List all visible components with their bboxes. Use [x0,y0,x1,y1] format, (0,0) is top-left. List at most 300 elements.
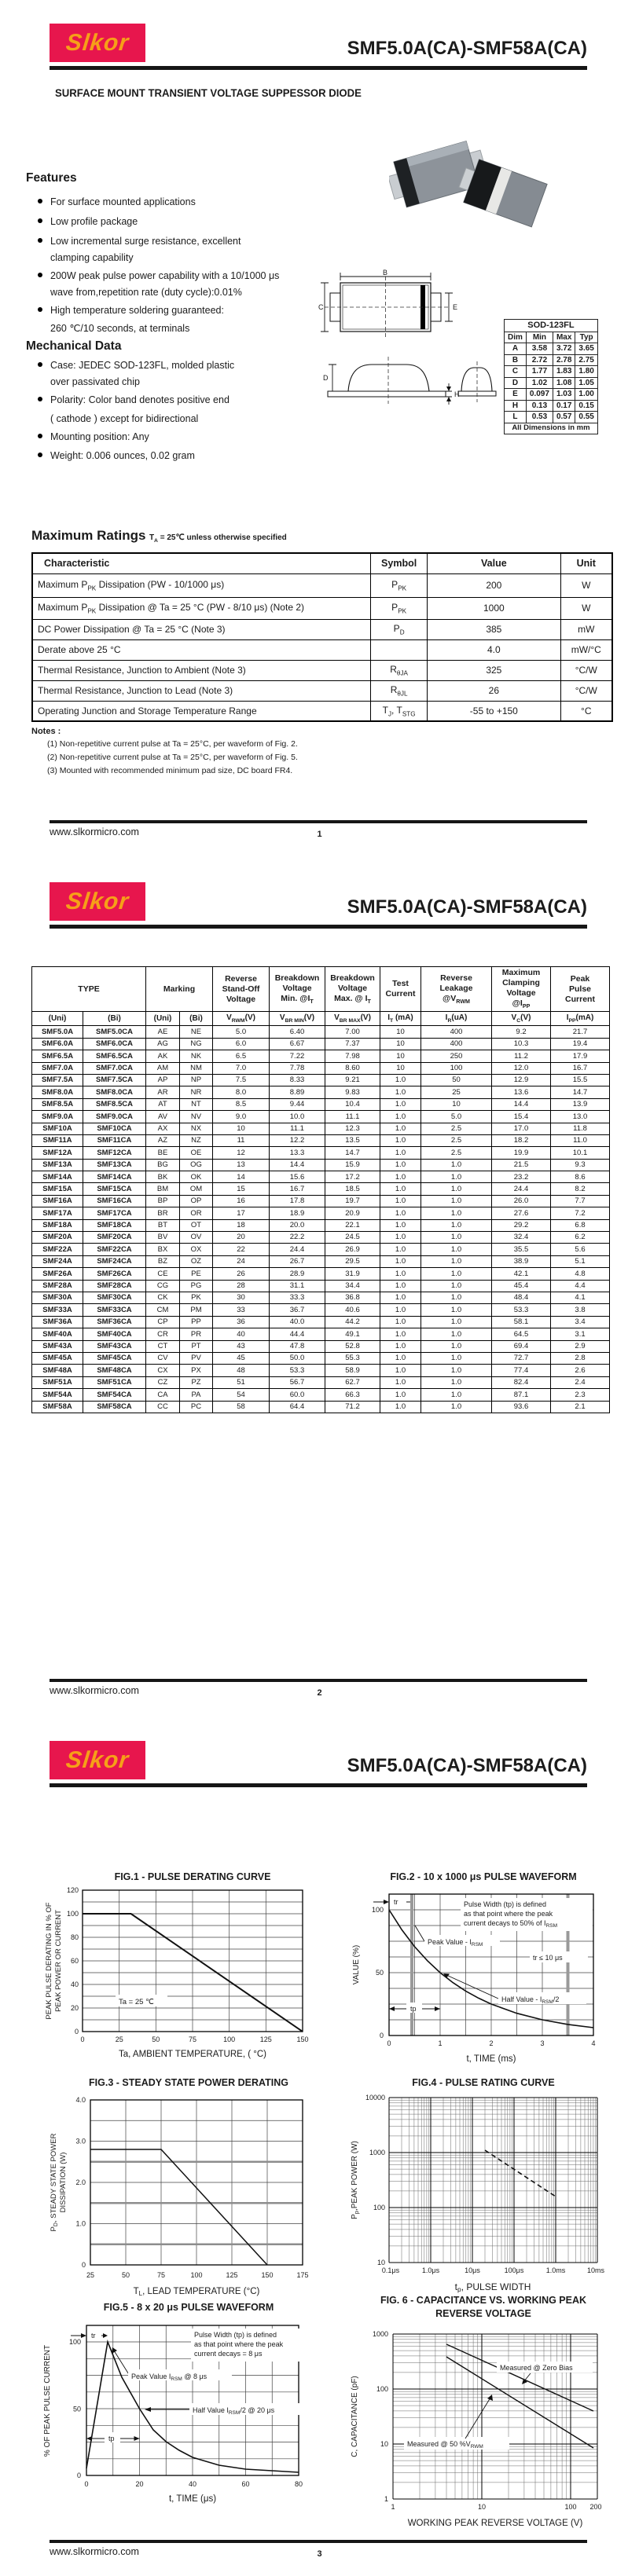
page-number: 1 [317,830,322,839]
fig2-note [464,1900,557,1929]
svg-text:75: 75 [188,2036,197,2043]
svg-text:tr: tr [394,1898,398,1906]
x-tick-labels [387,2039,595,2047]
rating-unit: °C/W [560,680,612,701]
table-row [505,320,598,332]
mech-item [38,450,195,461]
x-axis-label: TL, LEAD TEMPERATURE (°C) [133,2287,260,2297]
table-row: SMF11A SMF11CA AZ NZ 11 12.2 13.5 1.0 2.5 18.2 11.0 [32,1134,610,1146]
svg-text:0.1μs: 0.1μs [381,2266,400,2274]
table-row: SMF18A SMF18CA BT OT 18 20.0 22.1 1.0 1.0 29.2 6.8 [32,1219,610,1231]
feature-item [38,236,241,247]
note-sub: A [154,538,158,544]
table-row [32,597,612,619]
brand-logo-text: Slkor [64,888,130,914]
footer-rule [50,1679,587,1682]
table-row: SMF7.0A SMF7.0CA AM NM 7.0 7.78 8.60 10 100 12.0 16.7 [32,1062,610,1074]
svg-text:1000: 1000 [369,2149,385,2156]
y-axis-label: VALUE (%) [352,1944,361,1985]
column-header: Typ [575,332,597,343]
svg-text:tr: tr [91,2332,96,2340]
peak-leader [415,1926,424,1941]
column-header: Value [428,553,560,573]
y-tick-labels [67,1886,79,2036]
table-row: SMF45A SMF45CA CV PV 45 50.0 55.3 1.0 1.0 72.7 2.8 [32,1352,610,1364]
rating-symbol: $R_{\theta JA}$ [371,660,428,680]
features-heading: Features [26,171,77,185]
svg-text:Peak Value IRSM @ 8 μs: Peak Value $I_{RSM}$ @ 8 μs [131,2373,207,2382]
fig4-pulse-rating-chart [346,2088,621,2294]
table-row: SMF43A SMF43CA CT PT 43 47.8 52.8 1.0 1.0 69.4 2.9 [32,1340,610,1352]
footer-rule [50,820,587,823]
svg-text:0: 0 [387,2039,391,2047]
svg-text:1000: 1000 [372,2330,388,2338]
footer-url: www.slkormicro.com [50,826,139,837]
svg-text:125: 125 [226,2271,238,2279]
half-value-marker [443,1973,586,2005]
svg-text:40: 40 [188,2480,197,2488]
svg-text:as that point where the peak: as that point where the peak [194,2340,284,2348]
notes-heading: Notes : [31,727,61,736]
svg-text:as that point where the peak: as that point where the peak [464,1910,553,1918]
fig6-title: FIG. 6 - CAPACITANCE VS. WORKING PEAK [380,2295,587,2306]
unit-header: (Bi) [83,1012,146,1026]
svg-text:1: 1 [438,2039,443,2047]
column-header: Characteristic [32,553,371,573]
table-row: SMF28A SMF28CA CG PG 28 31.1 34.4 1.0 1.0 45.4 4.4 [32,1280,610,1292]
svg-text:10ms: 10ms [586,2266,605,2274]
datasheet-page-1 [0,0,639,859]
feature-text: 200W peak pulse power capability with a 10/1000 μs [50,270,280,281]
dim-table-footer: All Dimensions in mm [505,423,598,434]
svg-text:100: 100 [223,2036,236,2043]
note-pre: T [149,533,155,542]
table-row [32,619,612,639]
grid [83,1890,303,2032]
svg-text:50: 50 [375,1969,384,1977]
table-row: SMF20A SMF20CA BV OV 20 22.2 24.5 1.0 1.0 32.4 6.2 [32,1232,610,1244]
mech-item [38,360,234,371]
bullet-icon [38,199,42,203]
svg-text:1.0: 1.0 [75,2219,86,2228]
rating-value: 4.0 [428,639,560,660]
feature-item [38,216,138,227]
svg-text:150: 150 [296,2036,309,2043]
table-row: SMF22A SMF22CA BX OX 22 24.4 26.9 1.0 1.0 35.5 5.6 [32,1244,610,1255]
grid [389,2098,597,2263]
table-row: D 1.02 1.08 1.05 [505,377,598,389]
column-header-vc: Maximum Clamping Voltage $@I_{PP}$ [492,967,551,1012]
rating-value: 1000 [428,597,560,619]
svg-text:10: 10 [380,2440,388,2448]
unit-header: $V_{RWM}(V)$ [213,1012,270,1026]
rating-characteristic: Derate above 25 °C [32,639,371,660]
table-row: SMF17A SMF17CA BR OR 17 18.9 20.9 1.0 1.0 27.6 7.2 [32,1207,610,1219]
rating-symbol [371,639,428,660]
y-axis-label: $P_D$, STEADY STATE POWER [50,2133,59,2232]
column-header-ir: Reverse Leakage $@V_{RWM}$ [421,967,492,1012]
dim-label-h: H [454,390,460,398]
rating-value: -55 to +150 [428,701,560,721]
svg-text:1.0ms: 1.0ms [545,2266,566,2274]
page-number: 3 [317,2549,322,2559]
bullet-icon [38,362,42,367]
svg-text:60: 60 [70,1957,79,1965]
column-header-vbrmax: Breakdown Voltage Max. @ $I_T$ [325,967,380,1012]
tr-marker [373,1896,410,1906]
unit-header: (Uni) [32,1012,83,1026]
header-rule [50,925,587,929]
unit-header: $V_C(V)$ [492,1012,551,1026]
table-row: SMF16A SMF16CA BP OP 16 17.8 19.7 1.0 1.0 26.0 7.7 [32,1195,610,1207]
svg-text:0: 0 [76,2472,81,2479]
fig5-title: FIG.5 - 8 x 20 μs PULSE WAVEFORM [103,2302,274,2313]
tr-limit-label: tr ≤ 10 μs [533,1954,563,1962]
svg-text:3: 3 [540,2039,545,2047]
svg-text:100: 100 [371,1906,384,1914]
y-axis-label: PEAK POWER OR CURRENT [54,1910,63,2012]
table-row: SMF8.5A SMF8.5CA AT NT 8.5 9.44 10.4 1.0 10 14.4 13.9 [32,1098,610,1110]
rating-symbol: $P_{PK}$ [371,597,428,619]
x-axis-label: tp, PULSE WIDTH [454,2281,531,2293]
table-row [32,639,612,660]
y-axis-label: PEAK PULSE DERATING IN % OF [45,1902,53,2020]
mech-item [38,394,230,405]
table-row: SMF58A SMF58CA CC PC 58 64.4 71.2 1.0 1.0 93.6 2.1 [32,1401,610,1413]
column-header: Max [553,332,575,343]
x-tick-labels [391,2503,601,2511]
feature-text: High temperature soldering guaranteed: [50,305,224,316]
table-row [32,573,612,597]
bullet-icon [38,434,42,438]
fig1-pulse-derating-chart [43,1882,334,2065]
rating-characteristic: Maximum $P_{PK}$ Dissipation (PW - 10/1000 μs) [32,573,371,597]
rating-symbol: $P_D$ [371,619,428,639]
svg-text:80: 80 [70,1933,79,1941]
dim-table-title: SOD-123FL [505,320,598,332]
mech-item [38,431,149,442]
feature-text: Low profile package [50,216,138,227]
feature-item [38,196,196,207]
mech-text: ( cathode ) except for bidirectional [50,413,199,424]
ratings-heading-note [149,533,287,542]
x-tick-labels [382,2266,605,2274]
half-value-marker [145,2403,307,2416]
derating-curve [90,2149,267,2265]
dim-label-b: B [383,269,388,277]
table-row: A 3.58 3.72 3.65 [505,343,598,355]
column-header: Min [526,332,553,343]
y-axis-label: DISSIPATION (W) [59,2152,68,2213]
doc-title: SMF5.0A(CA)-SMF58A(CA) [347,1755,587,1776]
svg-text:0: 0 [81,2261,86,2269]
table-row: SMF36A SMF36CA CP PP 36 40.0 44.2 1.0 1.0 58.1 3.4 [32,1316,610,1328]
svg-text:100: 100 [376,2385,388,2393]
y-axis-label: % OF PEAK PULSE CURRENT [43,2344,52,2457]
rating-value: 26 [428,680,560,701]
table-row: SMF12A SMF12CA BE OE 12 13.3 14.7 1.0 2.5 19.9 10.1 [32,1147,610,1159]
header-rule [50,66,587,70]
fig6-capacitance-chart [346,2322,621,2531]
svg-text:current decays = 8 μs: current decays = 8 μs [194,2350,263,2358]
table-row [32,967,610,1012]
rating-value: 200 [428,573,560,597]
svg-text:Half Value - IRSM/2: Half Value - $I_{RSM}/2$ [501,1995,560,2005]
y-tick-labels [69,2338,81,2479]
y-axis-label: $P_p,PEAK$ POWER (W) [351,2141,360,2219]
svg-text:4.0: 4.0 [75,2096,86,2104]
table-row [32,660,612,680]
svg-text:125: 125 [259,2036,272,2043]
fig5-pulse-waveform-chart [35,2314,334,2507]
grid [90,2100,303,2265]
rating-unit: °C/W [560,660,612,680]
header-rule [50,1783,587,1787]
tp-marker [86,2432,140,2442]
table-row: SMF51A SMF51CA CZ PZ 51 56.7 62.7 1.0 1.0 82.4 2.4 [32,1376,610,1388]
x-tick-labels [80,2036,308,2043]
table-row: C 1.77 1.83 1.80 [505,366,598,378]
rating-characteristic: Maximum $P_{PK}$ Dissipation @ Ta = 25 °C (PW - 8/10 μs) (Note 2) [32,597,371,619]
dim-label-e: E [453,303,458,311]
mechanical-data-heading: Mechanical Data [26,339,122,353]
table-row: SMF9.0A SMF9.0CA AV NV 9.0 10.0 11.1 1.0 5.0 15.4 13.0 [32,1111,610,1123]
table-row: L 0.53 0.57 0.55 [505,412,598,423]
svg-text:20: 20 [70,2004,79,2012]
rating-symbol: $P_{PK}$ [371,573,428,597]
rating-characteristic: DC Power Dissipation @ Ta = 25 °C (Note 3) [32,619,371,639]
fig3-title: FIG.3 - STEADY STATE POWER DERATING [89,2077,288,2088]
column-header: Unit [560,553,612,573]
column-header-type: TYPE [32,967,146,1012]
rating-unit: mW [560,619,612,639]
table-row: SMF15A SMF15CA BM OM 15 16.7 18.5 1.0 1.0 24.4 8.2 [32,1183,610,1195]
rating-unit: °C [560,701,612,721]
table-row [32,553,612,573]
x-axis-label: t, TIME (μs) [168,2494,217,2504]
feature-text: For surface mounted applications [50,196,196,207]
svg-text:1: 1 [391,2503,395,2511]
table-row: SMF30A SMF30CA CK PK 30 33.3 36.8 1.0 1.0 48.4 4.1 [32,1292,610,1303]
fig4-title: FIG.4 - PULSE RATING CURVE [412,2077,555,2088]
svg-text:tp: tp [108,2435,115,2442]
svg-text:200: 200 [589,2503,602,2511]
y-tick-labels [75,2096,86,2269]
bullet-icon [38,453,42,457]
page-number: 2 [317,1688,322,1698]
svg-text:25: 25 [115,2036,123,2043]
y-tick-labels [365,2094,385,2266]
rating-characteristic: Operating Junction and Storage Temperature Range [32,701,371,721]
note-line: (1) Non-repetitive current pulse at Ta = 25°C, per waveform of Fig. 2. [47,739,298,749]
svg-text:tp: tp [410,2005,417,2013]
table-row: SMF40A SMF40CA CR PR 40 44.4 49.1 1.0 1.0 64.5 3.1 [32,1328,610,1340]
rating-unit: W [560,597,612,619]
svg-text:0: 0 [379,2032,384,2039]
fig1-annotation: Ta = 25 ℃ [119,1998,154,2006]
table-row: SMF6.0A SMF6.0CA AG NG 6.0 6.67 7.37 10 400 10.3 19.4 [32,1038,610,1050]
table-row [505,423,598,434]
svg-text:150: 150 [261,2271,274,2279]
unit-header: $V_{BR MIN}(V)$ [270,1012,325,1026]
table-row: SMF7.5A SMF7.5CA AP NP 7.5 8.33 9.21 1.0 50 12.9 15.5 [32,1074,610,1086]
table-row [32,1012,610,1026]
doc-subtitle: SURFACE MOUNT TRANSIENT VOLTAGE SUPPESSOR DIODE [55,86,362,99]
table-row: SMF33A SMF33CA CM PM 33 36.7 40.6 1.0 1.0 53.3 3.8 [32,1304,610,1316]
grid [393,2334,597,2499]
table-row: SMF48A SMF48CA CX PX 48 53.3 58.9 1.0 1.0 77.4 2.6 [32,1365,610,1376]
table-row: E 0.097 1.03 1.00 [505,389,598,401]
svg-text:Half Value IRSM/2 @ 20 μs: Half Value $I_{RSM}/2$ @ 20 μs [193,2406,275,2416]
feature-item [38,270,279,281]
rating-value: 385 [428,619,560,639]
drawing-outlines [328,283,496,397]
table-row [32,701,612,721]
x-axis-label: Ta, AMBIENT TEMPERATURE, ( °C) [119,2050,266,2059]
feature-text: wave from,repetition rate (duty cycle):0.01% [50,287,242,298]
svg-text:Measured @ 50 %VRWM: Measured @ 50 $\%V_{RWM}$ [407,2440,483,2450]
unit-header: (Uni) [146,1012,180,1026]
footer-rule [50,2540,587,2543]
brand-logo-text: Slkor [64,1746,130,1773]
brand-logo [50,1741,145,1779]
brand-logo-text: Slkor [64,29,130,56]
x-axis-label: WORKING PEAK REVERSE VOLTAGE (V) [407,2519,583,2528]
drawing-centerlines [325,277,477,404]
unit-header: $V_{BR MAX}(V)$ [325,1012,380,1026]
table-row: H 0.13 0.17 0.15 [505,400,598,412]
svg-text:100μs: 100μs [504,2266,524,2274]
rating-characteristic: Thermal Resistance, Junction to Ambient (Note 3) [32,660,371,680]
svg-text:Pulse Width (tp) is defined: Pulse Width (tp) is defined [464,1900,547,1908]
note-post: = 25℃ unless otherwise specified [157,533,287,542]
column-header: Symbol [371,553,428,573]
tr-marker-bar [410,1894,413,2036]
rating-characteristic: Thermal Resistance, Junction to Lead (Note 3) [32,680,371,701]
bullet-icon [38,238,42,243]
svg-text:4: 4 [591,2039,596,2047]
table-row: SMF10A SMF10CA AX NX 10 11.1 12.3 1.0 2.5 17.0 11.8 [32,1123,610,1134]
package-photo [389,140,558,238]
rating-value: 325 [428,660,560,680]
table-row: SMF13A SMF13CA BG OG 13 14.4 15.9 1.0 1.0 21.5 9.3 [32,1159,610,1171]
unit-header: $I_T$ (mA) [380,1012,421,1026]
ratings-heading-text: Maximum Ratings [31,528,146,543]
svg-text:current decays to 50% of IRSM: current decays to 50% of $I_{RSM}$ [464,1919,558,1929]
dim-label-c: C [318,303,324,311]
svg-text:100: 100 [373,2204,385,2211]
maximum-ratings-table [31,552,613,722]
bullet-icon [38,397,42,401]
bullet-icon [38,307,42,312]
column-header-vrwm: Reverse Stand-Off Voltage [213,967,270,1012]
rating-unit: W [560,573,612,597]
feature-item [38,305,224,316]
table-row: SMF54A SMF54CA CA PA 54 60.0 66.3 1.0 1.0 87.1 2.3 [32,1389,610,1401]
svg-text:100: 100 [190,2271,203,2279]
svg-text:120: 120 [66,1886,79,1894]
doc-title: SMF5.0A(CA)-SMF58A(CA) [347,896,587,918]
y-tick-labels [372,1906,384,2039]
svg-text:60: 60 [241,2480,250,2488]
column-header-vbrmin: Breakdown Voltage Min. $@I_T$ [270,967,325,1012]
column-header-it: Test Current [380,967,421,1012]
y-axis-label: C, CAPACITANCE (pF) [351,2376,359,2457]
rating-symbol: $T_J$, $T_{STG}$ [371,701,428,721]
feature-text: clamping capability [50,252,134,263]
svg-text:50: 50 [152,2036,160,2043]
doc-title: SMF5.0A(CA)-SMF58A(CA) [347,38,587,59]
x-tick-labels [86,2271,309,2279]
svg-text:0: 0 [84,2480,89,2488]
svg-text:1: 1 [384,2495,388,2503]
footer-url: www.slkormicro.com [50,2546,139,2557]
svg-text:75: 75 [156,2271,166,2279]
unit-header: $I_R(uA)$ [421,1012,492,1026]
svg-text:3.0: 3.0 [75,2137,86,2145]
table-row: SMF26A SMF26CA CE PE 26 28.9 31.9 1.0 1.0 42.1 4.8 [32,1268,610,1280]
electrical-characteristics-table [31,966,610,1413]
mech-text: Weight: 0.006 ounces, 0.02 gram [50,450,195,461]
svg-text:Pulse Width (tp) is defined: Pulse Width (tp) is defined [194,2331,277,2339]
note-line: (3) Mounted with recommended minimum pad size, DC board FR4. [47,766,293,775]
fig2-title: FIG.2 - 10 x 1000 μs PULSE WAVEFORM [390,1871,577,1882]
y-tick-labels [373,2330,388,2503]
svg-text:100: 100 [564,2503,577,2511]
ratings-heading [31,528,287,544]
mech-text: Case: JEDEC SOD-123FL, molded plastic [50,360,235,371]
sod123fl-dimension-table [504,319,598,434]
mech-text: Mounting position: Any [50,431,149,442]
svg-text:1.0μs: 1.0μs [421,2266,440,2274]
note-line: (2) Non-repetitive current pulse at Ta = 25°C, per waveform of Fig. 5. [47,753,298,762]
mech-text: Polarity: Color band denotes positive end [50,394,230,405]
bullet-icon [38,273,42,277]
svg-text:50: 50 [72,2405,81,2413]
table-row: SMF5.0A SMF5.0CA AE NE 5.0 6.40 7.00 10 400 9.2 21.7 [32,1026,610,1038]
svg-text:50: 50 [121,2271,130,2279]
svg-text:100: 100 [66,1910,79,1918]
svg-text:Measured @ Zero Bias: Measured @ Zero Bias [500,2364,573,2372]
svg-text:20: 20 [135,2480,144,2488]
x-tick-labels [84,2480,303,2488]
column-header-marking: Marking [146,967,213,1012]
footer-url: www.slkormicro.com [50,1685,139,1696]
column-header-ipp: Peak Pulse Current [551,967,610,1012]
fig6-title-line2: REVERSE VOLTAGE [435,2308,531,2319]
table-row: SMF8.0A SMF8.0CA AR NR 8.0 8.89 9.83 1.0 25 13.6 14.7 [32,1086,610,1098]
peak-value-label: Peak Value - $I_{RSM}$ [428,1938,483,1948]
svg-text:10000: 10000 [365,2094,385,2101]
svg-text:80: 80 [294,2480,303,2488]
rating-unit: mW/°C [560,639,612,660]
svg-text:2: 2 [489,2039,494,2047]
brand-logo [50,882,145,921]
svg-text:0: 0 [80,2036,85,2043]
bullet-icon [38,218,42,223]
table-row [32,680,612,701]
fig2-pulse-waveform-chart [346,1882,621,2067]
column-header: Dim [505,332,527,343]
table-row: SMF14A SMF14CA BK OK 14 15.6 17.2 1.0 1.0 23.2 8.6 [32,1171,610,1183]
mech-text: over passivated chip [50,376,140,387]
datasheet-page-3 [0,1717,639,2576]
table-row: B 2.72 2.78 2.75 [505,354,598,366]
svg-text:25: 25 [86,2271,95,2279]
rating-symbol: $R_{\theta JL}$ [371,680,428,701]
table-row: SMF24A SMF24CA BZ OZ 24 26.7 29.5 1.0 1.0 38.9 5.1 [32,1255,610,1267]
svg-text:175: 175 [296,2271,309,2279]
